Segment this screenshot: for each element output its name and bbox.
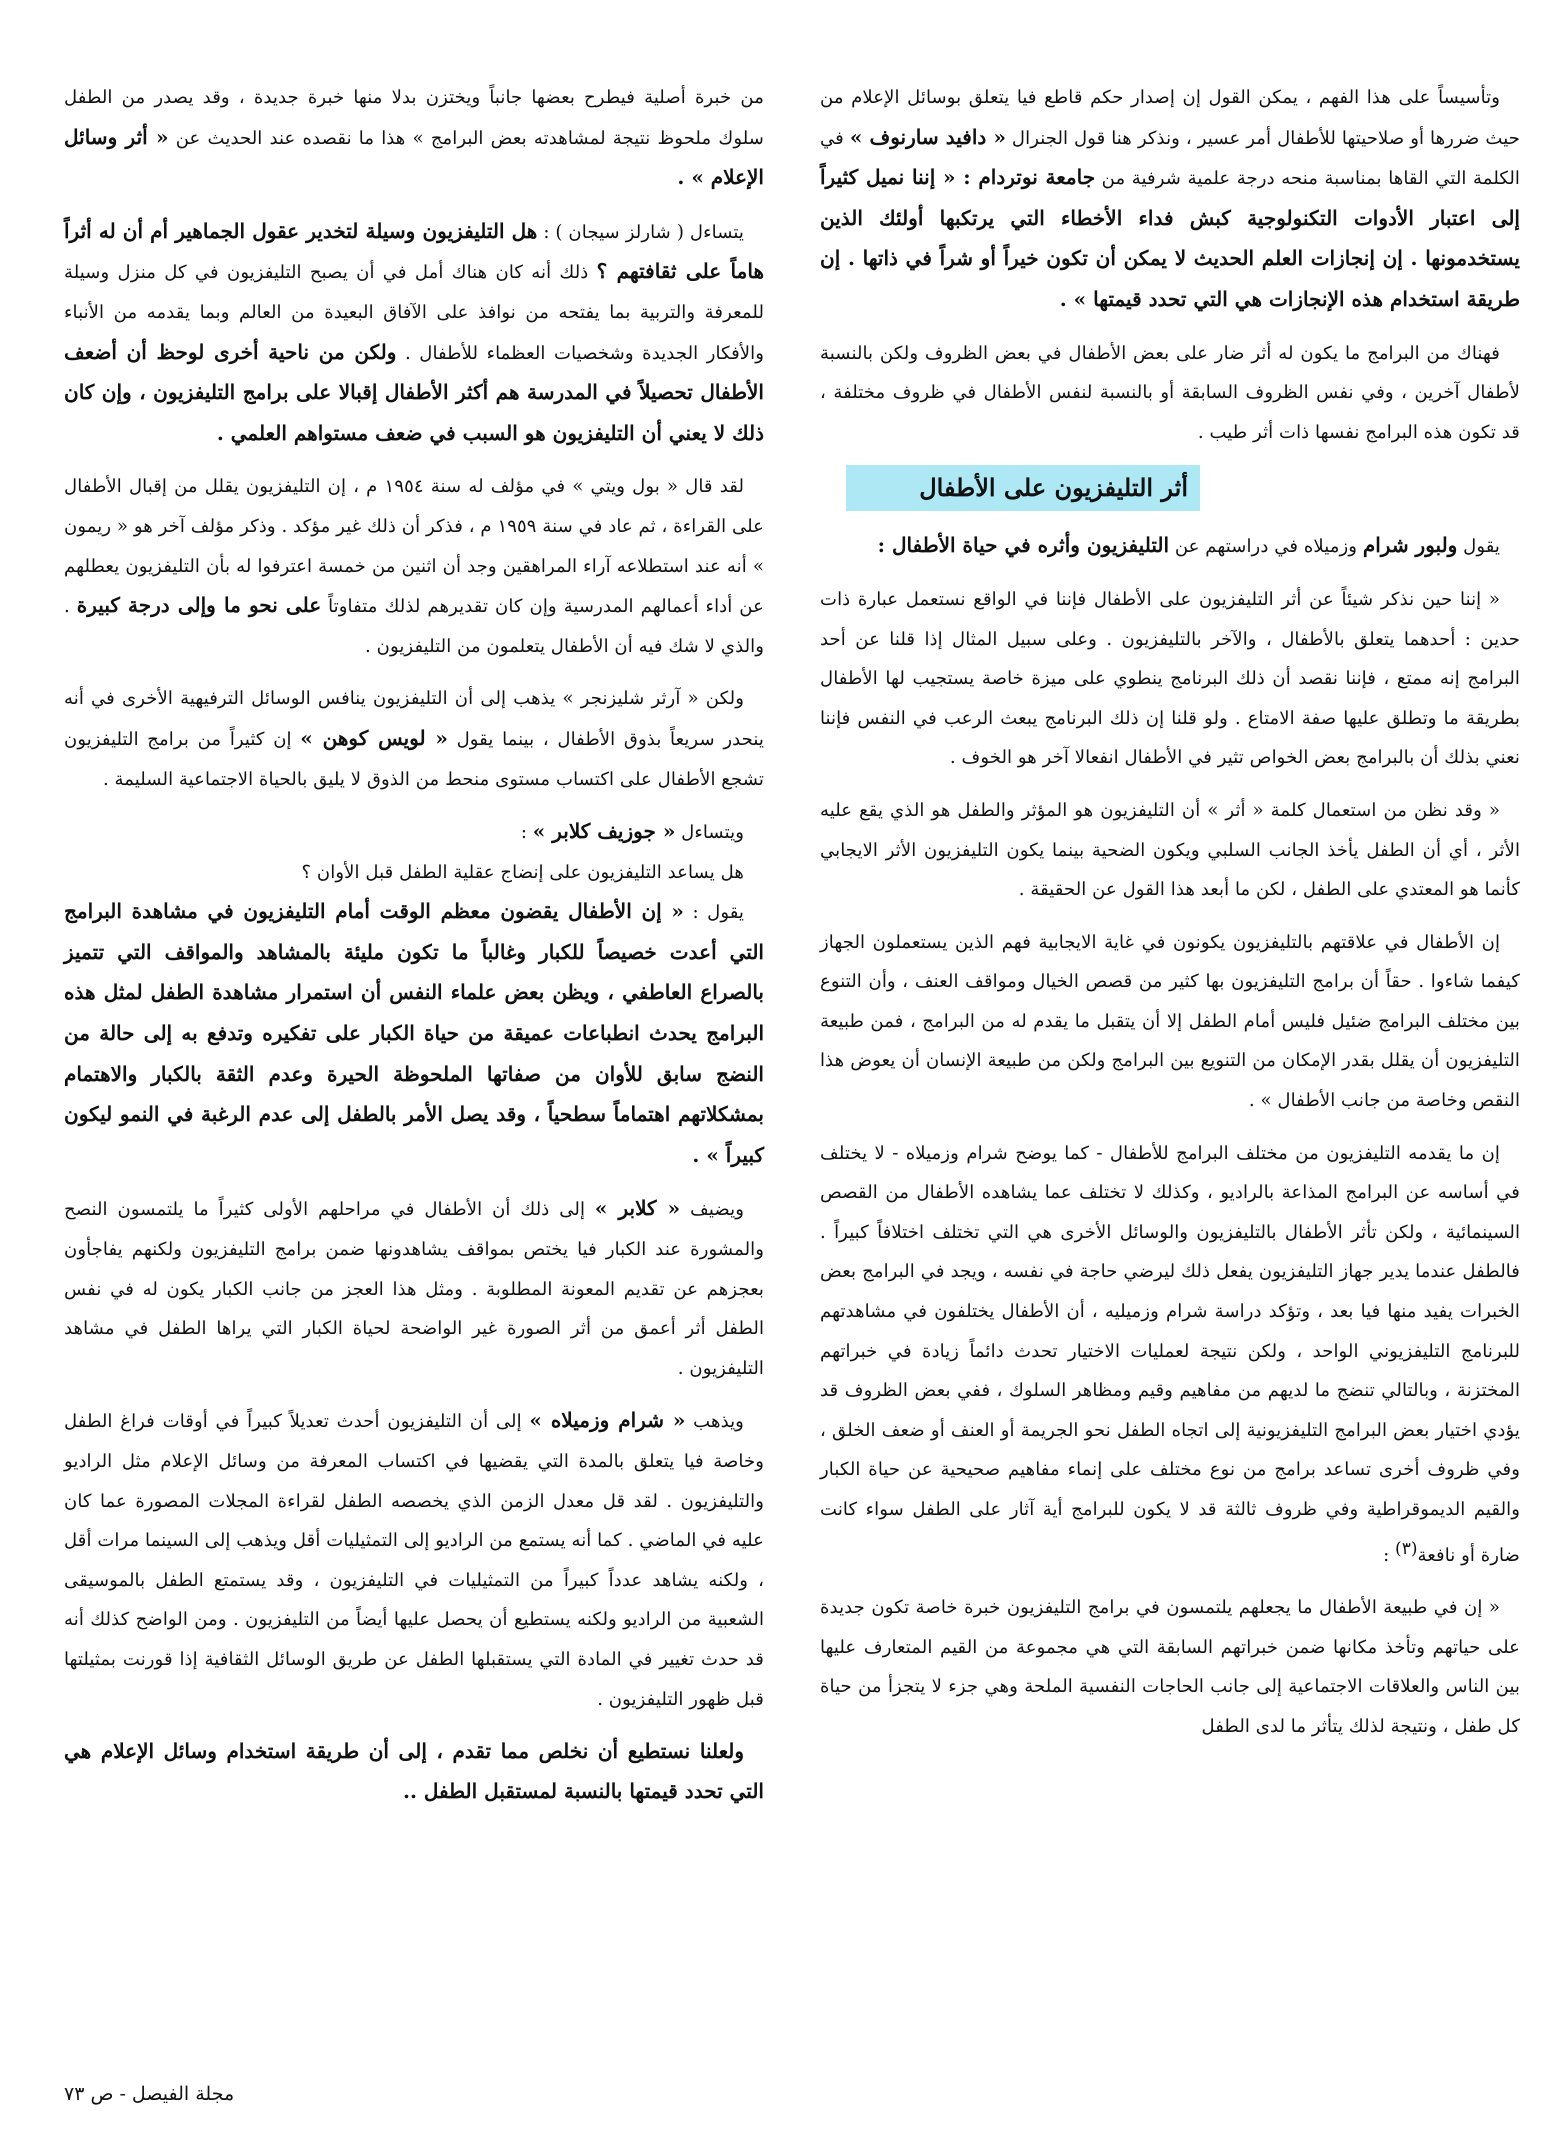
paragraph: وتأسيساً على هذا الفهم ، يمكن القول إن إصدار حكم قاطع فيا يتعلق بوسائل الإعلام من حيث ضررها أو صلاحيتها للأطفال أمر عسير ، ونذكر هنا قول الجنرال « دافيد سارنوف » في الكلمة التي القاها بمناسبة منحه درجة علمية شرفية من جامعة نوتردام : « إننا نميل كثيراً إلى اعتبار الأدوات التكنولوجية كبش فداء الأخطاء التي يرتكبها أولئك الذين يستخدمونها . إن إنجازات العلم الحديث لا يمكن أن تكون خيراً أو شراً في ذاتها . إن طريقة استخدام هذه الإنجازات هي التي تحدد قيمتها » . xyxy=(820,87,1520,311)
quoted-name: « شرام وزميلاه » xyxy=(529,1408,686,1433)
paragraph: يقول ولبور شرام وزميلاه في دراستهم عن التليفزيون وأثره في حياة الأطفال : xyxy=(877,533,1500,558)
paragraph: ويضيف « كلابر » إلى ذلك أن الأطفال في مراحلهم الأولى كثيراً ما يلتمسون النصح والمشورة عند الكبار فيا يختص بمواقف يشاهدونها ضمن برامج التليفزيون ولكنهم يفاجأون بعجزهم عن تقديم المعونة المطلوبة . ومثل هذا العجز من جانب الكبار يكون له في نفس الطفل أثر أعمق من أثر الصورة غير الواضحة لحياة الكبار التي يراها الطفل في مشاهد التليفزيون . xyxy=(64,1196,764,1379)
study-title: التليفزيون وأثره في حياة الأطفال : xyxy=(877,533,1170,558)
paragraph: من خبرة أصلية فيطرح بعضها جانباً ويختزن بدلا منها خبرة جديدة ، وقد يصدر من الطفل سلوك ملحوظ نتيجة لمشاهدته بعض البرامج » هذا ما نقصده عند الحديث عن « أثر وسائل الإعلام » . xyxy=(64,87,764,190)
quoted-name: « دافيد سارنوف » xyxy=(849,124,1006,149)
paragraph: فهناك من البرامج ما يكون له أثر ضار على بعض الأطفال في بعض الظروف ولكن بالنسبة لأطفال آخرين ، وفي نفس الظروف السابقة أو بالنسبة لنفس الأطفال في ظروف مختلفة ، قد تكون هذه البرامج نفسها ذات أثر طيب . xyxy=(820,342,1520,443)
paragraph: ويذهب « شرام وزميلاه » إلى أن التليفزيون أحدث تعديلاً كبيراً في أوقات فراغ الطفل وخاصة فيا يتعلق بالمدة التي يقضيها في اكتساب المعرفة من وسائل الإعلام مثل الراديو والتليفزيون . لقد قل معدل الزمن الذي يخصصه الطفل لقراءة المجلات المصورة عما كان عليه في الماضي . كما أنه يستمع من الراديو إلى التمثيليات أقل ويذهب إلى السينما مرات أقل ، ولكنه يشاهد عدداً كبيراً من التمثيليات في التليفزيون ، وقد يستمتع الطفل بالموسيقى الشعبية من الراديو ولكنه يستطيع أن يحصل عليها أيضاً من التليفزيون . ومن الواضح كذلك أنه قد حدث تغيير في المادة التي يستقبلها الطفل عن طريق الوسائل الثقافية إذا قورنت بمثيلتها قبل ظهور التليفزيون . xyxy=(64,1408,764,1710)
paragraph: ولكن « آرثر شليزنجر » يذهب إلى أن التليفزيون ينافس الوسائل الترفيهية الأخرى في أنه ينحدر سريعاً بذوق الأطفال ، بينما يقول « لويس كوهن » إن كثيراً من برامج التليفزيون تشجع الأطفال على اكتساب مستوى منحط من الذوق لا يليق بالحياة الاجتماعية السليمة . xyxy=(64,688,764,790)
paragraph: « إن في طبيعة الأطفال ما يجعلهم يلتمسون في برامج التليفزيون خبرة خاصة تكون جديدة على حياتهم وتأخذ مكانها ضمن خبراتهم السابقة التي هي مجموعة من القيم المتعارف عليها بين الناس والعلاقات الاجتماعية إلى جانب الحاجات النفسية الملحة وهي جزء لا يتجزأ من حياة كل طفل ، ونتيجة لذلك يتأثر ما لدى الطفل xyxy=(820,1597,1520,1738)
quoted-name: « كلابر » xyxy=(594,1196,681,1221)
paragraph: « وقد نظن من استعمال كلمة « أثر » أن التليفزيون هو المؤثر والطفل هو الذي يقع عليه الأثر ، أي أن الطفل يأخذ الجانب السلبي ويكون الضحية بينما يكون التليفزيون الأثر الايجابي كأنما هو المعتدي على الطفل ، لكن ما أبعد هذا القول عن الحقيقة . xyxy=(820,799,1520,901)
paragraph: يتساءل ( شارلز سيجان ) : هل التليفزيون وسيلة لتخدير عقول الجماهير أم أن له أثراً هاماً على ثقافتهم ؟ ذلك أنه كان هناك أمل في أن يصبح التليفزيون في كل منزل وسيلة للمعرفة والتربية بما يفتحه من نوافذ على الآفاق البعيدة من العالم وبما يقدمه من الأنباء والأفكار الجديدة وشخصيات العظماء للأطفال . ولكن من ناحية أخرى لوحظ أن أضعف الأطفال تحصيلاً في المدرسة هم أكثر الأطفال إقبالا على برامج التليفزيون ، وإن كان ذلك لا يعني أن التليفزيون هو السبب في ضعف مستواهم العلمي . xyxy=(64,218,764,445)
emphasis: ولكن من ناحية أخرى لوحظ أن أضعف الأطفال تحصيلاً في المدرسة هم أكثر الأطفال إقبالا على برامج التليفزيون ، وإن كان ذلك لا يعني أن التليفزيون هو السبب في ضعف مستواهم العلمي . xyxy=(64,339,764,445)
right-column xyxy=(820,78,1520,1760)
paragraph: ويتساءل « جوزيف كلابر » : xyxy=(520,819,744,844)
author-name: ولبور شرام xyxy=(1362,533,1458,558)
paragraph: يقول : « إن الأطفال يقضون معظم الوقت أمام التليفزيون في مشاهدة البرامج التي أعدت خصيصاً للكبار وغالباً ما تكون مليئة بالمشاهد والمواقف التي تتميز بالصراع العاطفي ، ويظن بعض علماء النفس أن استمرار مشاهدة الطفل لمثل هذه البرامج يحدث انطباعات عميقة من حياة الكبار على تفكيره وتدفع به إلى حالة من النضج سابق للأوان من صفاتها الملحوظة الحيرة وعدم الثقة بالكبار والاهتمام بمشكلاتهم اهتماماً سطحياً ، وقد يصل الأمر بالطفل إلى عدم الرغبة في النمو ليكون كبيراً » . xyxy=(64,899,764,1167)
page-footer: مجلة الفيصل - ص ٧٣ xyxy=(64,2083,235,2105)
quotation: « إن الأطفال يقضون معظم الوقت أمام التليفزيون في مشاهدة البرامج التي أعدت خصيصاً للكبار وغالباً ما تكون مليئة بالمشاهد والمواقف التي تتميز بالصراع العاطفي ، ويظن بعض علماء النفس أن استمرار مشاهدة الطفل لمثل هذه البرامج يحدث انطباعات عميقة من حياة الكبار على تفكيره وتدفع به إلى حالة من النضج سابق للأوان من صفاتها الملحوظة الحيرة وعدم الثقة بالكبار والاهتمام بمشكلاتهم اهتماماً سطحياً ، وقد يصل الأمر بالطفل إلى عدم الرغبة في النمو ليكون كبيراً » . xyxy=(64,899,764,1167)
quoted-name: « جوزيف كلابر » xyxy=(532,819,676,844)
quoted-phrase: « أثر وسائل الإعلام » . xyxy=(64,124,764,190)
paragraph: « إننا حين نذكر شيئاً عن أثر التليفزيون على الأطفال فإننا في الواقع نستعمل عبارة ذات حدين : أحدهما يتعلق بالأطفال ، والآخر بالتليفزيون . وعلى سبيل المثال إذا قلنا عن أحد البرامج إنه ممتع ، فإننا نقصد أن ذلك البرنامج ينطوي على ميزة خاصة يستجيب لها الأطفال بطريقة ما وتطلق عليها صفة الامتاع . ولو قلنا إن ذلك البرنامج يبعث الرعب في النفس فإننا نعني بذلك أن بالبرامج بعض الخواص تثير في الأطفال انفعالا آخر هو الخوف . xyxy=(820,588,1520,769)
footnote-ref: (٣) xyxy=(1395,1538,1418,1559)
question: هل التليفزيون وسيلة لتخدير عقول الجماهير أم أن له أثراً هاماً على ثقافتهم ؟ xyxy=(64,218,764,284)
left-column xyxy=(64,78,764,1824)
quoted-name: « لويس كوهن » xyxy=(300,725,448,750)
emphasis: على نحو ما وإلى درجة كبيرة xyxy=(76,593,322,618)
paragraph: إن الأطفال في علاقتهم بالتليفزيون يكونون في غاية الايجابية فهم الذين يستعملون الجهاز كيفما شاءوا . حقاً أن برامج التليفزيون بها كثير من قصص الخيال ومواقف العنف ، وأن التنوع بين مختلف البرامج ضئيل فليس أمام الطفل إلا أن يتقبل ما يقدم له من البرامج ، فمن طبيعة التليفزيون أن يقلل بقدر الإمكان من التنويع بين البرامج ولكن من طبيعة الإنسان أن يعوض هذا النقص وخاصة من جانب الأطفال » . xyxy=(820,931,1520,1112)
quotation: جامعة نوتردام : « إننا نميل كثيراً إلى اعتبار الأدوات التكنولوجية كبش فداء الأخطاء التي يرتكبها أولئك الذين يستخدمونها . إن إنجازات العلم الحديث لا يمكن أن تكون خيراً أو شراً في ذاتها . إن طريقة استخدام هذه الإنجازات هي التي تحدد قيمتها » . xyxy=(820,165,1520,311)
paragraph: إن ما يقدمه التليفزيون من مختلف البرامج للأطفال - كما يوضح شرام وزميلاه - لا يختلف في أساسه عن البرامج المذاعة بالراديو ، وكذلك لا تختلف عما يشاهده الأطفال من القصص السينمائية ، ولكن تأثر الأطفال بالتليفزيون والوسائل الأخرى هي التي تختلف اختلافاً كبيراً . فالطفل عندما يدير جهاز التليفزيون يفعل ذلك ليرضي حاجة في نفسه ، ويجد في البرامج بعض الخبرات يفيد منها فيا بعد ، وتؤكد دراسة شرام وزميليه ، أن الأطفال يختلفون في مشاهدتهم للبرنامج التليفزيوني الواحد ، ولكن نتيجة لعمليات الاختيار تحدث دائماً زيادة في خبراتهم المختزنة ، وبالتالي تنضج ما لديهم من مفاهيم وقيم ومظاهر السلوك ، ففي بعض الظروف قد يؤدي اختيار بعض البرامج التليفزيونية إلى اتجاه الطفل نحو الجريمة أو العنف أو ضعف الخلق ، وفي ظروف أخرى تساعد برامج من نوع مختلف على إنماء مفاهيم صحيحية عن حياة الكبار والقيم الديموقراطية وفي ظروف ثالثة قد لا يكون للبرامج أية آثار على الطفل سواء كانت ضارة أو نافعة$^{(٣)}$ : xyxy=(820,1142,1520,1566)
section-heading: أثر التليفزيون على الأطفال xyxy=(846,465,1200,511)
paragraph: لقد قال « بول ويتي » في مؤلف له سنة ١٩٥٤ م ، إن التليفزيون يقلل من إقبال الأطفال على القراءة ، ثم عاد في سنة ١٩٥٩ م ، فذكر أن ذلك غير مؤكد . وذكر مؤلف آخر هو « ريمون » أنه عند استطلاعه آراء المراهقين وجد أن اثنين من خمسة اعترفوا له بأن التليفزيون يعطلهم عن أداء أعمالهم المدرسية وإن كان تقديرهم لذلك متفاوتاً على نحو ما وإلى درجة كبيرة . والذي لا شك فيه أن الأطفال يتعلمون من التليفزيون . xyxy=(64,476,764,657)
conclusion: ولعلنا نستطيع أن نخلص مما تقدم ، إلى أن طريقة استخدام وسائل الإعلام هي التي تحدد قيمتها بالنسبة لمستقبل الطفل .. xyxy=(64,1739,764,1803)
paragraph: هل يساعد التليفزيون على إنضاج عقلية الطفل قبل الأوان ؟ xyxy=(301,861,744,883)
